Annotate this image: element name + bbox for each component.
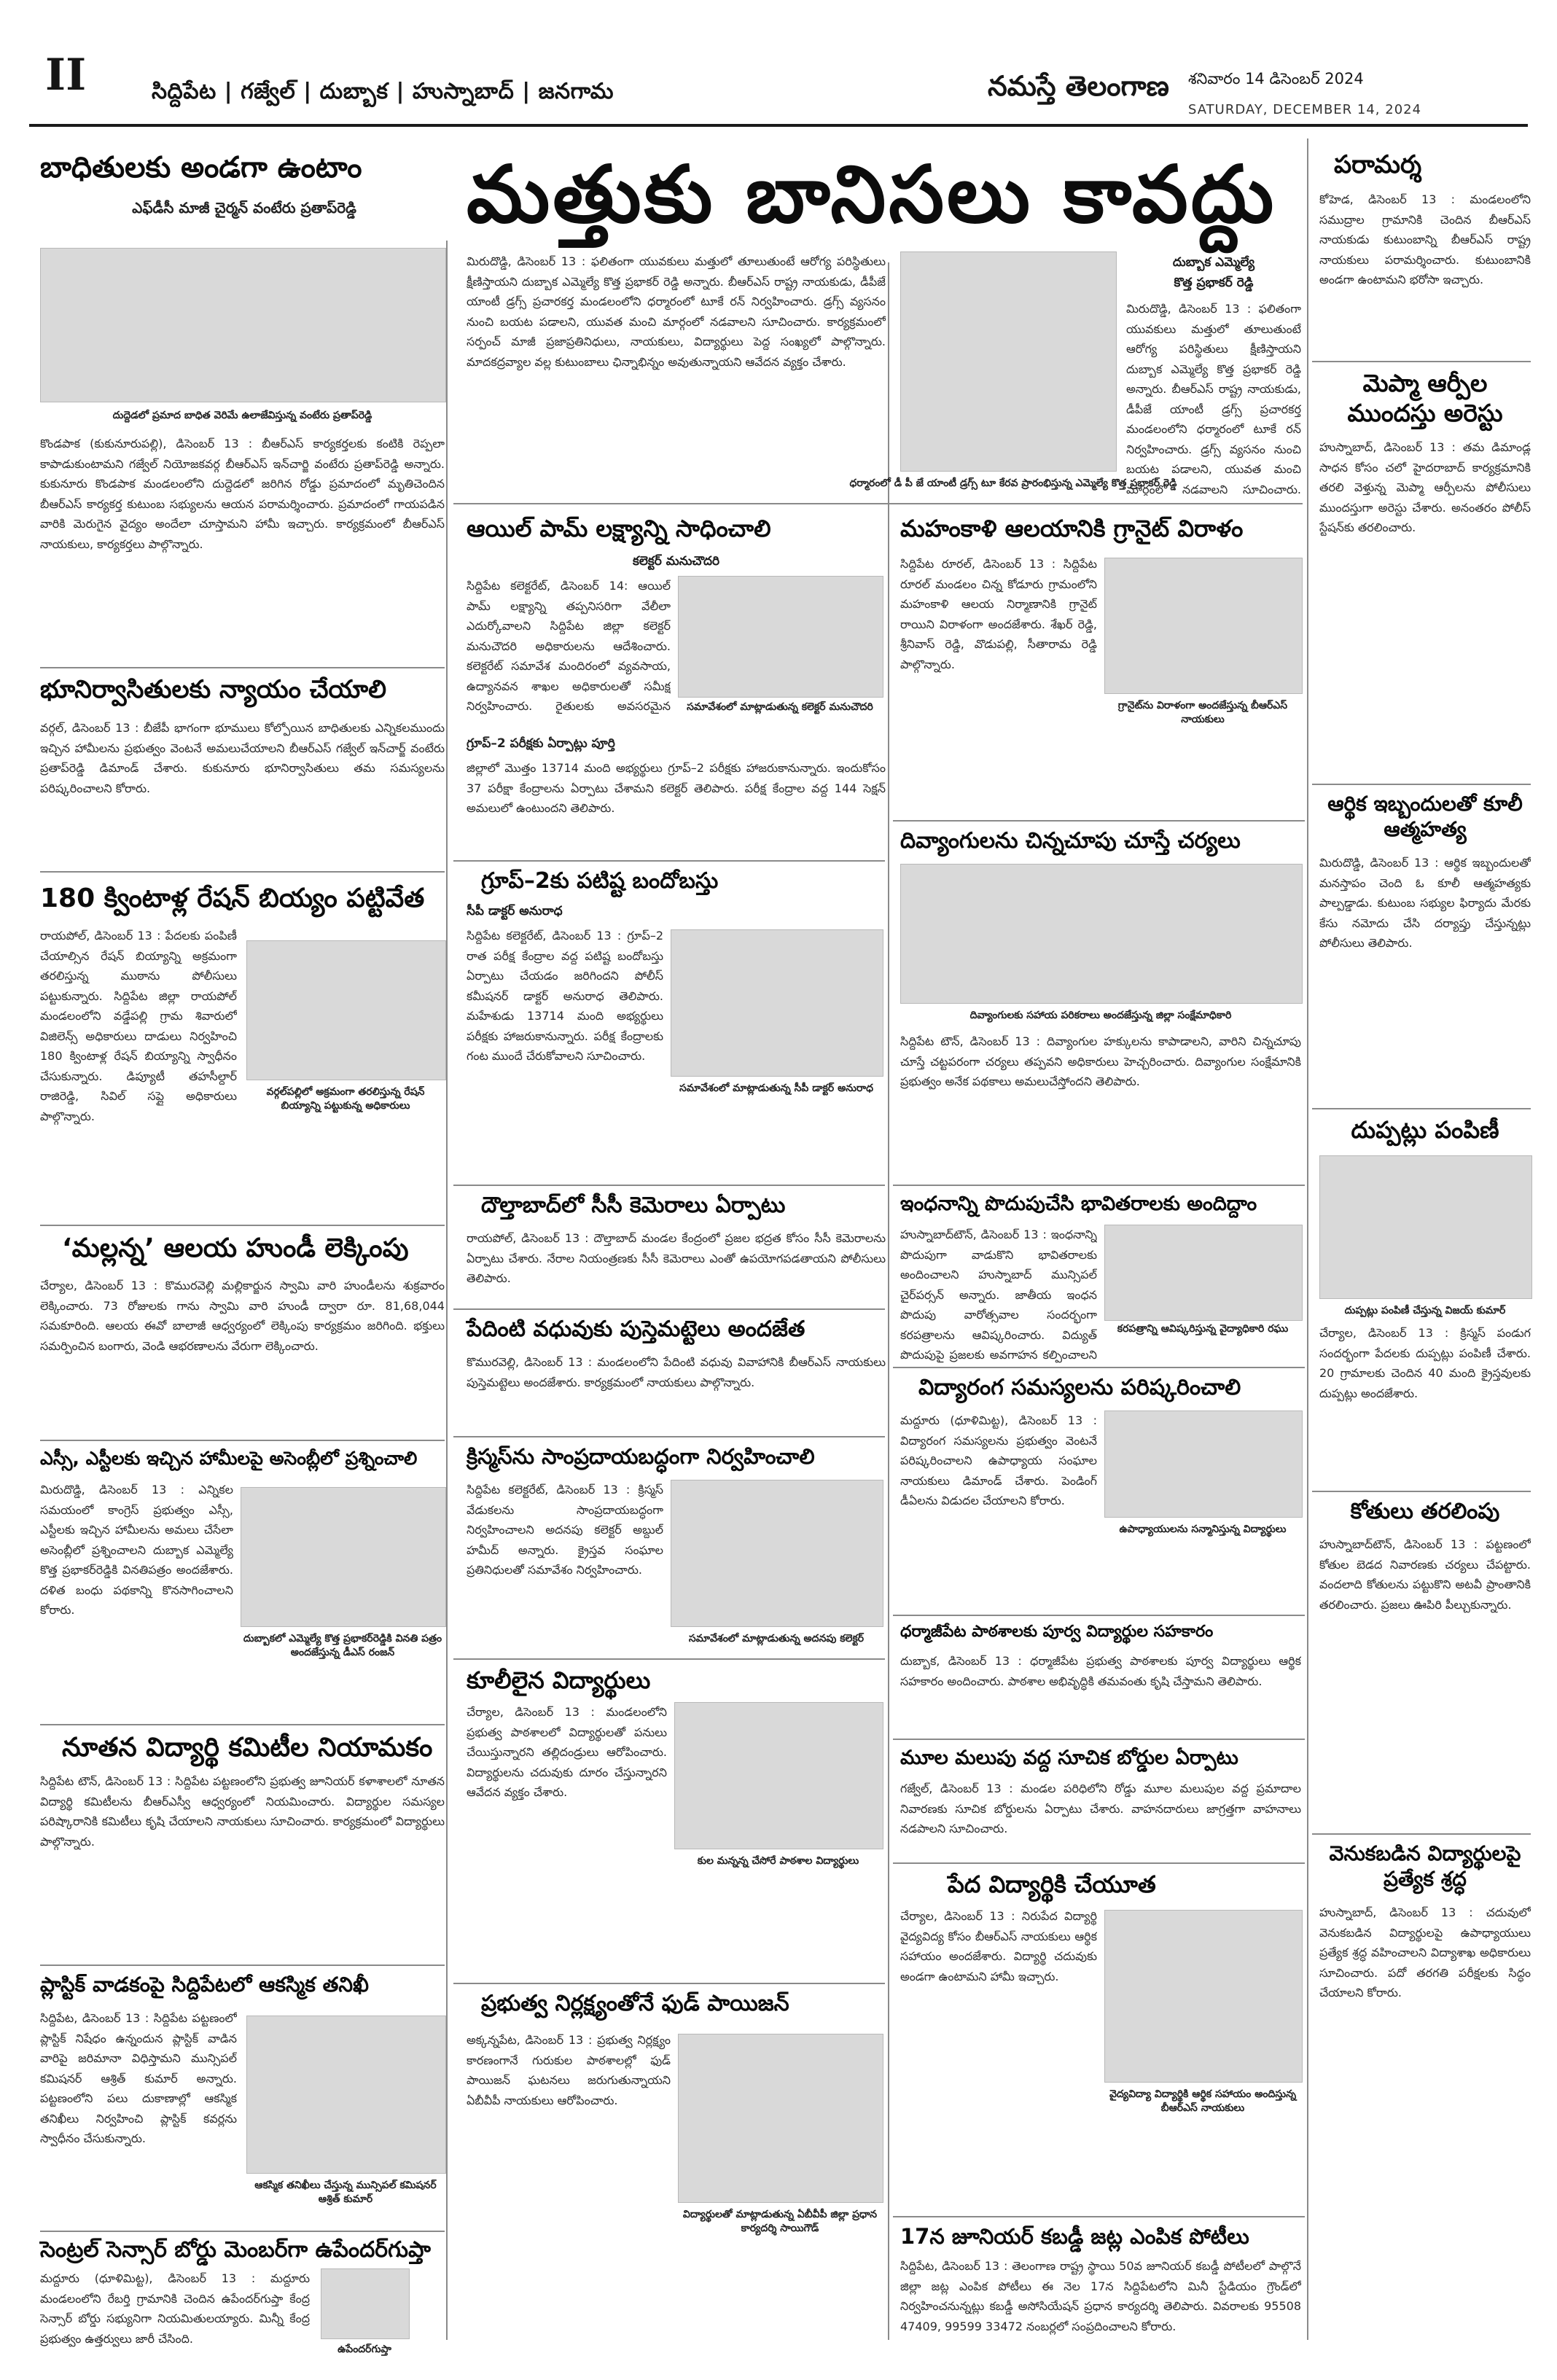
section-rule: [893, 820, 1305, 822]
photo-caption: ఉపాధ్యాయులను సన్మానిస్తున్న విద్యార్థులు: [1119, 1523, 1287, 1535]
section-rule: [893, 1739, 1305, 1740]
section-rule: [1312, 1108, 1531, 1109]
headline: సెంట్రల్ సెన్సార్ బోర్డు మెంబర్‌గా ఉపేందర్‌గుప్తా: [40, 2237, 431, 2263]
photo-caption: గ్రానైట్‌ను విరాళంగా అందజేస్తున్న బీఆర్‌ఎస్ నాయకులు: [1117, 700, 1288, 725]
portrait-photo: [321, 2268, 410, 2339]
article-body: మిరుదొడ్డి, డిసెంబర్ 13 : ఎన్నికల సమయంలో కాంగ్రెస్ ప్రభుత్వం ఎస్సీ, ఎస్టీలకు ఇచ్చిన హామీలను అమలు చేసేలా అసెంబ్లీలో ప్రశ్నించాలని దుబ్బాక ఎమ్మెల్యే కొత్త ప్రభాకర్‌రెడ్డికి వినతిపత్రం అందజేశారు. దళిత బంధు పథకాన్ని కొనసాగించాలని కోరారు.: [40, 1483, 233, 1618]
headline: ప్రభుత్వ నిర్లక్ష్యంతోనే ఫుడ్ పాయిజన్: [481, 1991, 789, 2016]
article-body: సిద్దిపేట రూరల్, డిసెంబర్ 13 : సిద్దిపేట రూరల్ మండలం చిన్న కోడూరు గ్రామంలోని మహంకాళి ఆలయ నిర్మాణానికి గ్రానైట్ రాయిని విరాళంగా అందజేశారు. శేఖర్ రెడ్డి, శ్రీనివాస్ రెడ్డి, వొడుపల్లి, సీతారామ రెడ్డి పాల్గొన్నారు.: [900, 557, 1097, 671]
article-body: జిల్లాలో మొత్తం 13714 మంది అభ్యర్థులు గ్రూప్–2 పరీక్షకు హాజరుకానున్నారు. ఇందుకోసం 37 పరీక్షా కేంద్రాలను ఏర్పాటు చేశామని కలెక్టర్ తెలిపారు. పరీక్ష కేంద్రాల వద్ద 144 సెక్షన్ అమలులో ఉంటుందని తెలిపారు.: [467, 761, 886, 816]
section-rule: [40, 1965, 445, 1966]
article-victims: [40, 149, 448, 220]
headline: పేద విద్యార్థికి చేయూత: [948, 1870, 1156, 1898]
lead-photo: [900, 251, 1117, 472]
headline: గ్రూప్–2కు పటిష్ట బందోబస్తు: [481, 868, 719, 894]
article-body: సిద్దిపేట, డిసెంబర్ 13 : తెలంగాణ రాష్ట్ర స్థాయి 50వ జూనియర్ కబడ్డీ పోటీలలో పాల్గొనే జిల్లా జట్ల ఎంపిక పోటీలు ఈ నెల 17న సిద్దిపేటలోని మినీ స్టేడియం గ్రౌండ్‌లో నిర్వహించనున్నట్లు కబడ్డీ అసోసియేషన్ ప్రధాన కార్యదర్శి తెలిపారు. వివరాలకు 95508 47409, 99599 33472 నంబర్లలో సంప్రదించాలని కోరారు.: [900, 2259, 1301, 2333]
photo-caption: దుప్పట్లు పంపిణీ చేస్తున్న విజయ్ కుమార్: [1344, 1305, 1506, 1316]
article-photo: [678, 576, 883, 698]
headline: మహంకాళి ఆలయానికి గ్రానైట్ విరాళం: [900, 515, 1244, 542]
article-body: దుబ్బాక, డిసెంబర్ 13 : ధర్మాజీపేట ప్రభుత్వ పాఠశాలకు పూర్వ విద్యార్థులు ఆర్థిక సహకారం అందించారు. పాఠశాల అభివృద్ధికి తమవంతు కృషి చేస్తామని తెలిపారు.: [900, 1654, 1301, 1688]
column-divider: [1307, 138, 1308, 2340]
lead-headline: మత్తుకు బానిసలు కావద్దు: [467, 149, 1277, 241]
photo-caption: సమావేశంలో మాట్లాడుతున్న సీపీ డాక్టర్ అనురాధ: [679, 1082, 873, 1094]
section-rule: [40, 1225, 445, 1226]
page-number: II: [45, 50, 87, 101]
article-photo: [1104, 1910, 1303, 2083]
byline-title: దుబ్బాక ఎమ్మెల్యే: [1172, 255, 1255, 270]
photo-caption: దుద్దెడలో ప్రమాద బాధిత వెరిమే ఉలాజేవిస్తున్న వంటేరు ప్రతాప్‌రెడ్డి: [112, 410, 372, 421]
byline-name: కొత్త ప్రభాకర్ రెడ్డి: [1174, 276, 1254, 290]
article-body: చేర్యాల, డిసెంబర్ 13 : కొమురవెల్లి మల్లికార్జున స్వామి వారి హుండీలను శుక్రవారం లెక్కించారు. 73 రోజులకు గాను స్వామి వారి హుండీ ద్వారా రూ. 81,68,044 సమకూరింది. ఆలయ ఈవో బాలాజీ ఆధ్వర్యంలో లెక్కింపు కార్యక్రమం జరిగింది. భక్తులు సమర్పించిన బంగారు, వెండి ఆభరణాలను వేరుగా లెక్కించారు.: [40, 1279, 445, 1353]
byline: సీపీ డాక్టర్ అనురాధ: [467, 904, 563, 918]
section-rule: [40, 1724, 445, 1725]
column-divider: [446, 241, 448, 2340]
section-rule: [1312, 784, 1531, 785]
article-body: హుస్నాబాద్‌టౌన్, డిసెంబర్ 13 : ఇంధనాన్ని పొదుపుగా వాడుకొని భావితరాలకు అందించాలని హుస్నాబాద్ మున్సిపల్ చైర్‌పర్సన్ అన్నారు. జాతీయ ఇంధన పొదుపు వారోత్సవాల సందర్భంగా కరపత్రాలను ఆవిష్కరించారు. విద్యుత్ పొదుపుపై ప్రజలకు అవగాహన కల్పించాలని: [900, 1228, 1097, 1362]
masthead: నమస్తే తెలంగాణ: [988, 70, 1169, 102]
date-english: SATURDAY, DECEMBER 14, 2024: [1188, 102, 1422, 117]
photo-caption: ఆకస్మిక తనిఖీలు చేస్తున్న మున్సిపల్ కమిషనర్ ఆశ్రిత్ కుమార్: [254, 2180, 437, 2205]
section-rule: [893, 1615, 1305, 1616]
article-body: మిరుదొడ్డి, డిసెంబర్ 13 : ఫలితంగా యువకులు మత్తులో తూలుతుంటే ఆరోగ్య పరిస్థితులు క్షీణిస్తాయని దుబ్బాక ఎమ్మెల్యే కొత్త ప్రభాకర్ రెడ్డి అన్నారు. బీఆర్‌ఎస్ రాష్ట్ర నాయకుడు, డీపీజే యాంటీ డ్రగ్స్ ప్రచారకర్త మండలంలోని ధర్మారంలో టూకే రన్ నిర్వహించారు. డ్రగ్స్ వ్యసనం నుంచి బయట పడాలని, యువత మంచి మార్గంలో నడవాలని సూచించారు. కార్యక్రమంలో సర్పంచ్ మాజీ ప్రజాప్రతినిధులు, నాయకులు, విద్యార్థులు పెద్ద సంఖ్యలో పాల్గొన్నారు. మాదకద్రవ్యాల వల్ల కుటుంబాలు ఛిన్నాభిన్నం అవుతున్నాయని ఆవేదన వ్యక్తం చేశారు.: [467, 254, 886, 369]
headline: దివ్యాంగులను చిన్నచూపు చూస్తే చర్యలు: [900, 828, 1241, 854]
article-body: చేర్యాల, డిసెంబర్ 13 : నిరుపేద విద్యార్థి వైద్యవిద్య కోసం బీఆర్‌ఎస్ నాయకులు ఆర్థిక సహాయం అందజేశారు. విద్యార్థి చదువుకు అండగా ఉంటామని హామీ ఇచ్చారు.: [900, 1909, 1097, 1983]
section-rule: [893, 1185, 1305, 1186]
article-body: సిద్దిపేట కలెక్టరేట్, డిసెంబర్ 14: ఆయిల్ పామ్ లక్ష్యాన్ని తప్పనిసరిగా వేలీలా ఎదుర్కోవాలని సిద్దిపేట జిల్లా కలెక్టర్ మనుచౌదరి అధికారులను ఆదేశించారు. కలెక్టరేట్ సమావేశ మందిరంలో వ్యవసాయ, ఉద్యానవన శాఖల అధికారులతో సమీక్ష నిర్వహించారు. రైతులకు అవసరమైన: [467, 579, 671, 714]
column-divider: [888, 262, 889, 2340]
article-body: అక్కన్నపేట, డిసెంబర్ 13 : ప్రభుత్వ నిర్లక్ష్యం కారణంగానే గురుకుల పాఠశాలల్లో ఫుడ్ పాయిజన్ ఘటనలు జరుగుతున్నాయని ఏబీవీపీ నాయకులు ఆరోపించారు.: [467, 2033, 671, 2107]
section-rule: [453, 1658, 885, 1660]
article-photo: [1104, 1225, 1303, 1321]
headline: కోతులు తరలింపు: [1350, 1499, 1500, 1524]
headline: వెనుకబడిన విద్యార్థులపై ప్రత్యేక శ్రద్ధ: [1329, 1841, 1521, 1891]
photo-caption: కరపత్రాన్ని ఆవిష్కరిస్తున్న వైద్యాధికారి రఘు: [1117, 1323, 1289, 1335]
headline: ఆయిల్ పామ్ లక్ష్యాన్ని సాధించాలి: [467, 515, 771, 542]
article-photo: [671, 929, 883, 1077]
headline: 17న జూనియర్ కబడ్డీ జట్ల ఎంపిక పోటీలు: [900, 2224, 1249, 2249]
date-telugu: శనివారం 14 డిసెంబర్ 2024: [1188, 70, 1364, 87]
headline: 180 క్వింటాళ్ల రేషన్ బియ్యం పట్టివేత: [40, 883, 425, 913]
subheadline: గ్రూప్–2 పరీక్షకు ఏర్పాట్లు పూర్తి: [467, 736, 615, 751]
section-rule: [1312, 1491, 1531, 1492]
article-body: గజ్వేల్, డిసెంబర్ 13 : మండల పరిధిలోని రోడ్డు మూల మలుపుల వద్ద ప్రమాదాల నివారణకు సూచిక బోర్డులను ఏర్పాటు చేశారు. వాహనదారులు జాగ్రత్తగా వాహనాలు నడపాలని సూచించారు.: [900, 1782, 1301, 1836]
byline: కలెక్టర్ మనుచౌదరి: [632, 554, 720, 569]
headline: నూతన విద్యార్థి కమిటీల నియామకం: [62, 1733, 433, 1763]
headline: ప్లాస్టిక్ వాడకంపై సిద్దిపేటలో ఆకస్మిక తనిఖీ: [40, 1973, 370, 1997]
section-rule: [893, 2216, 1305, 2217]
photo-caption: వైద్యవిద్యా విద్యార్థికి ఆర్థిక సహాయం అందిస్తున్న బీఆర్‌ఎస్ నాయకులు: [1109, 2088, 1297, 2114]
section-rule: [453, 503, 1303, 504]
article-body: సిద్దిపేట కలెక్టరేట్, డిసెంబర్ 13 : క్రిస్మస్ వేడుకలను సాంప్రదాయబద్ధంగా నిర్వహించాలని అదనపు కలెక్టర్ అబ్దుల్ హమీద్ అన్నారు. క్రైస్తవ సంఘాల ప్రతినిధులతో సమావేశం నిర్వహించారు.: [467, 1483, 663, 1577]
article-photo: [671, 1480, 883, 1627]
photo-caption: కుల మన్నన్న చేసోరే పాఠశాల విద్యార్థులు: [697, 1855, 859, 1867]
section-rule: [453, 860, 885, 862]
photo-caption: సమావేశంలో మాట్లాడుతున్న అదనపు కలెక్టర్: [688, 1633, 865, 1644]
headline: పేదింటి వధువుకు పుస్తెమట్టెలు అందజేత: [467, 1316, 805, 1342]
headline: క్రిస్మస్‌ను సాంప్రదాయబద్ధంగా నిర్వహించాలి: [467, 1444, 815, 1469]
section-rule: [40, 667, 445, 668]
header-rule: [29, 124, 1528, 127]
article-body: రాయపోల్, డిసెంబర్ 13 : దౌల్తాబాద్ మండల కేంద్రంలో ప్రజల భద్రత కోసం సీసీ కెమెరాలను ఏర్పాటు చేశారు. నేరాల నియంత్రణకు సీసీ కెమెరాలు ఎంతో ఉపయోగపడతాయని పోలీసులు తెలిపారు.: [467, 1231, 886, 1286]
article-body: సిద్దిపేట కలెక్టరేట్, డిసెంబర్ 13 : గ్రూప్–2 రాత పరీక్ష కేంద్రాల వద్ద పటిష్ట బందోబస్తు ఏర్పాటు చేయడం జరిగిందని పోలీస్ కమీషనర్ డాక్టర్ అనురాధ తెలిపారు. మహేశుడు 13714 మంది అభ్యర్థులు పరీక్షకు హాజరుకానున్నారు. పరీక్ష కేంద్రాలకు గంట ముందే చేరుకోవాలని సూచించారు.: [467, 929, 663, 1064]
section-rule: [40, 2231, 445, 2232]
headline: కూలీలైన విద్యార్థులు: [467, 1666, 651, 1694]
section-rule: [40, 1440, 445, 1441]
section-rule: [453, 1308, 885, 1310]
photo-caption: దుబ్బాకలో ఎమ్మెల్యే కొత్త ప్రభాకర్‌రెడ్డికి వినతి పత్రం అందజేస్తున్న డీఎస్ రంజన్: [243, 1633, 442, 1658]
article-body: కోహెడ, డిసెంబర్ 13 : మండలంలోని సముద్రాల గ్రామానికి చెందిన బీఆర్‌ఎస్ నాయకుడు కుటుంబాన్ని బీఆర్‌ఎస్ రాష్ట్ర నాయకులు పరామర్శించారు. కుటుంబానికి అండగా ఉంటామని భరోసా ఇచ్చారు.: [1319, 192, 1531, 287]
article-body: మిరుదొడ్డి, డిసెంబర్ 13 : ఆర్థిక ఇబ్బందులతో మనస్తాపం చెంది ఓ కూలీ ఆత్మహత్యకు పాల్పడ్డాడు. కుటుంబ సభ్యుల ఫిర్యాదు మేరకు కేసు నమోదు చేసి దర్యాప్తు చేస్తున్నట్లు పోలీసులు తెలిపారు.: [1319, 856, 1531, 951]
photo-caption: దివ్యాంగులకు సహాయ పరికరాలు అందజేస్తున్న జిల్లా సంక్షేమాధికారి: [969, 1010, 1232, 1021]
section-rule: [893, 1367, 1305, 1368]
article-body: కొమురవెల్లి, డిసెంబర్ 13 : మండలంలోని పేదింటి వధువు వివాహానికి బీఆర్‌ఎస్ నాయకులు పుస్తెమట్టెలు అందజేశారు. కార్యక్రమంలో నాయకులు పాల్గొన్నారు.: [467, 1355, 886, 1389]
article-body: సిద్దిపేట టౌన్, డిసెంబర్ 13 : సిద్దిపేట పట్టణంలోని ప్రభుత్వ జూనియర్ కళాశాలలో నూతన విద్యార్థి కమిటీలను బీఆర్‌ఎస్వీ ఆధ్వర్యంలో నియమించారు. విద్యార్థుల సమస్యల పరిష్కారానికి కమిటీలు కృషి చేయాలని నాయకులు సూచించారు. కార్యక్రమంలో విద్యార్థులు పాల్గొన్నారు.: [40, 1774, 445, 1849]
article-body: కొండపాక (కుకునూరుపల్లి), డిసెంబర్ 13 : బీఆర్‌ఎస్ కార్యకర్తలకు కంటికి రెప్పలా కాపాడుకుంటామని గజ్వేల్ నియోజకవర్గ బీఆర్‌ఎస్ ఇన్‌చార్జి వంటేరు ప్రతాప్‌రెడ్డి అన్నారు. కుకునూరు కొండపాక మండలంలోని దుద్దెడలో జరిగిన రోడ్డు ప్రమాదంలో మృతిచెందిన బీఆర్‌ఎస్ కార్యకర్త కుటుంబ సభ్యులను ఆయన పరామర్శించారు. ప్రమాదంలో గాయపడిన వారికి మెరుగైన వైద్యం అందేలా చూస్తామని హామీ ఇచ్చారు. కార్యక్రమంలో బీఆర్‌ఎస్ నాయకులు, కార్యకర్తలు పాల్గొన్నారు.: [40, 437, 445, 551]
section-rule: [1312, 1833, 1531, 1835]
article-body: సిద్దిపేట, డిసెంబర్ 13 : సిద్దిపేట పట్టణంలో ప్లాస్టిక్ నిషేధం ఉన్నందున ప్లాస్టిక్ వాడిన వారిపై జరిమానా విధిస్తామని మున్సిపల్ కమిషనర్ ఆశ్రిత్ కుమార్ అన్నారు. పట్టణంలోని పలు దుకాణాల్లో ఆకస్మిక తనిఖీలు నిర్వహించి ప్లాస్టిక్ కవర్లను స్వాధీనం చేసుకున్నారు.: [40, 2011, 237, 2146]
article-body: వర్గల్, డిసెంబర్ 13 : బీజేపీ భాగంగా భూములు కోల్పోయిన బాధితులకు ఎన్నికలముందు ఇచ్చిన హామీలను ప్రభుత్వం వెంటనే అమలుచేయాలని బీఆర్‌ఎస్ గజ్వేల్ ఇన్‌చార్జ్ వంటేరు ప్రతాప్‌రెడ్డి డిమాండ్ చేశారు. కుకునూరు భూనిర్వాసితులు తమ సమస్యలను పరిష్కరించాలని కోరారు.: [40, 721, 445, 795]
headline: ధర్మాజీపేట పాఠశాలకు పూర్వ విద్యార్థుల సహకారం: [900, 1623, 1214, 1641]
headline: బాధితులకు అండగా ఉంటాం: [40, 151, 362, 184]
section-rule: [453, 1983, 885, 1984]
section-rule: [453, 1185, 885, 1186]
article-body: చేర్యాల, డిసెంబర్ 13 : మండలంలోని ప్రభుత్వ పాఠశాలలో విద్యార్థులతో పనులు చేయిస్తున్నారని తల్లిదండ్రులు ఆరోపించారు. విద్యార్థులను చదువుకు దూరం చేస్తున్నారని ఆవేదన వ్యక్తం చేశారు.: [467, 1705, 667, 1800]
article-body: హుస్నాబాద్‌టౌన్, డిసెంబర్ 13 : పట్టణంలో కోతుల బెడద నివారణకు చర్యలు చేపట్టారు. వందలాది కోతులను పట్టుకొని అటవీ ప్రాంతానికి తరలించారు. ప్రజలు ఊపిరి పీల్చుకున్నారు.: [1319, 1537, 1531, 1612]
photo-caption: విద్యార్థులతో మాట్లాడుతున్న ఏబీవీపీ జిల్లా ప్రధాన కార్యదర్శి సాయిగౌడ్: [682, 2209, 878, 2234]
article-body: రాయపోల్, డిసెంబర్ 13 : పేదలకు పంపిణీ చేయాల్సిన రేషన్ బియ్యాన్ని అక్రమంగా తరలిస్తున్న ముఠాను పోలీసులు పట్టుకున్నారు. సిద్దిపేట జిల్లా రాయపోల్ మండలంలోని వడ్డేపల్లి గ్రామ శివారులో విజిలెన్స్ అధికారులు దాడులు నిర్వహించి 180 క్వింటాళ్ల రేషన్ బియ్యాన్ని స్వాధీనం చేసుకున్నారు. డిప్యూటీ తహసీల్దార్ రాజిరెడ్డి, సివిల్ సప్లై అధికారులు పాల్గొన్నారు.: [40, 929, 237, 1123]
headline: దుప్పట్లు పంపిణీ: [1351, 1116, 1499, 1144]
section-rule: [40, 871, 445, 873]
headline: ‘మల్లన్న’ ఆలయ హుండీ లెక్కింపు: [62, 1233, 409, 1263]
headline: ఎస్సీ, ఎస్టీలకు ఇచ్చిన హామీలపై అసెంబ్లీలో ప్రశ్నించాలి: [40, 1448, 418, 1469]
article-body: హుస్నాబాద్, డిసెంబర్ 13 : చదువులో వెనుకబడిన విద్యార్థులపై ఉపాధ్యాయులు ప్రత్యేక శ్రద్ధ వహించాలని విద్యాశాఖ అధికారులు సూచించారు. పదో తరగతి పరీక్షలకు సిద్ధం చేయాలని కోరారు.: [1319, 1905, 1531, 2000]
article-body: మద్దూరు (ధూళిమిట్ట), డిసెంబర్ 13 : మద్దూరు మండలంలోని రేబర్తి గ్రామానికి చెందిన ఉపేందర్‌గుప్తా కేంద్ర సెన్సార్ బోర్డు సభ్యునిగా నియమితులయ్యారు. మిన్నీ కేంద్ర ప్రభుత్వం ఉత్తర్వులు జారీ చేసింది.: [40, 2271, 310, 2346]
headline: మూల మలుపు వద్ద సూచిక బోర్డుల ఏర్పాటు: [900, 1747, 1238, 1769]
article-photo: [1104, 1411, 1303, 1518]
article-photo: [246, 2016, 446, 2174]
article-photo: [40, 248, 446, 402]
subheadline: ఎఫ్‌డీసీ మాజీ చైర్మన్ వంటేరు ప్రతాప్‌రెడ్డి: [132, 199, 356, 216]
article-body: మిరుదొడ్డి, డిసెంబర్ 13 : ఫలితంగా యువకులు మత్తులో తూలుతుంటే ఆరోగ్య పరిస్థితులు క్షీణిస్తాయని దుబ్బాక ఎమ్మెల్యే కొత్త ప్రభాకర్ రెడ్డి అన్నారు. బీఆర్‌ఎస్ రాష్ట్ర నాయకుడు, డీపీజే యాంటీ డ్రగ్స్ ప్రచారకర్త మండలంలోని ధర్మారంలో టూకే రన్ నిర్వహించారు. డ్రగ్స్ వ్యసనం నుంచి బయట పడాలని, యువత మంచి మార్గంలో నడవాలని సూచించారు.: [1126, 302, 1301, 496]
article-photo: [1104, 558, 1303, 694]
article-photo: [678, 2034, 883, 2203]
headline: దౌల్తాబాద్‌లో సీసీ కెమెరాలు ఏర్పాటు: [481, 1193, 786, 1218]
article-photo: [246, 940, 446, 1080]
photo-caption: వర్గల్‌పల్లిలో అక్రమంగా తరలిస్తున్న రేషన్ బియ్యాన్ని పట్టుకున్న అధికారులు: [266, 1086, 425, 1112]
headline: పరామర్శ: [1334, 150, 1422, 179]
article-body: సిద్దిపేట టౌన్, డిసెంబర్ 13 : దివ్యాంగుల హక్కులను కాపాడాలని, వారిని చిన్నచూపు చూస్తే చట్టపరంగా చర్యలు తప్పవని అధికారులు హెచ్చరించారు. దివ్యాంగుల సంక్షేమానికి ప్రభుత్వం అనేక పథకాలు అమలుచేస్తోందని తెలిపారు.: [900, 1034, 1301, 1089]
article-body: చేర్యాల, డిసెంబర్ 13 : క్రిస్మస్ పండుగ సందర్భంగా పేదలకు దుప్పట్లు పంపిణీ చేశారు. 20 గ్రామాలకు చెందిన 40 మంది క్రైస్తవులకు దుప్పట్లు అందజేశారు.: [1319, 1326, 1531, 1400]
article-photo: [674, 1702, 883, 1849]
section-rule: [893, 1862, 1305, 1864]
article-body: హుస్నాబాద్, డిసెంబర్ 13 : తమ డిమాండ్ల సాధన కోసం చలో హైదరాబాద్ కార్యక్రమానికి తరలి వెళ్తున్న మెప్మా ఆర్పీలను పోలీసులు ముందస్తుగా అరెస్టు చేశారు. అనంతరం పోలీస్ స్టేషన్‌కు తరలించారు.: [1319, 440, 1531, 535]
photo-caption: ఉపేందర్‌గుప్తా: [337, 2344, 391, 2355]
article-photo: [241, 1487, 446, 1627]
headline: విద్యారంగ సమస్యలను పరిష్కరించాలి: [918, 1375, 1241, 1400]
article-photo: [900, 864, 1303, 1004]
article-photo: [1319, 1155, 1532, 1299]
headline: మెప్మా ఆర్పీల ముందస్తు అరెస్టు: [1347, 369, 1503, 428]
photo-caption: ధర్మారంలో డీ పీ జే యాంటీ డ్రగ్స్ టూ కేరవ ప్రారంభిస్తున్న ఎమ్మెల్యే కొత్త ప్రభాకర్ రెడ్డి: [849, 477, 1177, 489]
edition-list: సిద్దిపేట | గజ్వేల్ | దుబ్బాక | హుస్నాబాద్ | జనగామ: [152, 79, 614, 104]
section-rule: [1312, 361, 1531, 362]
photo-caption: సమావేశంలో మాట్లాడుతున్న కలెక్టర్ మనుచౌదరి: [687, 701, 873, 713]
article-body: మద్దూరు (ధూళిమిట్ట), డిసెంబర్ 13 : విద్యారంగ సమస్యలను ప్రభుత్వం వెంటనే పరిష్కరించాలని ఉపాధ్యాయ సంఘాల నాయకులు డిమాండ్ చేశారు. పెండింగ్ డీఏలను విడుదల చేయాలని కోరారు.: [900, 1413, 1097, 1508]
headline: ఇంధనాన్ని పొదుపుచేసి భావితరాలకు అందిద్దాం: [900, 1193, 1257, 1215]
headline: ఆర్థిక ఇబ్బందులతో కూలీ ఆత్మహత్య: [1327, 792, 1523, 841]
headline: భూనిర్వాసితులకు న్యాయం చేయాలి: [40, 675, 387, 704]
section-rule: [453, 1436, 885, 1437]
